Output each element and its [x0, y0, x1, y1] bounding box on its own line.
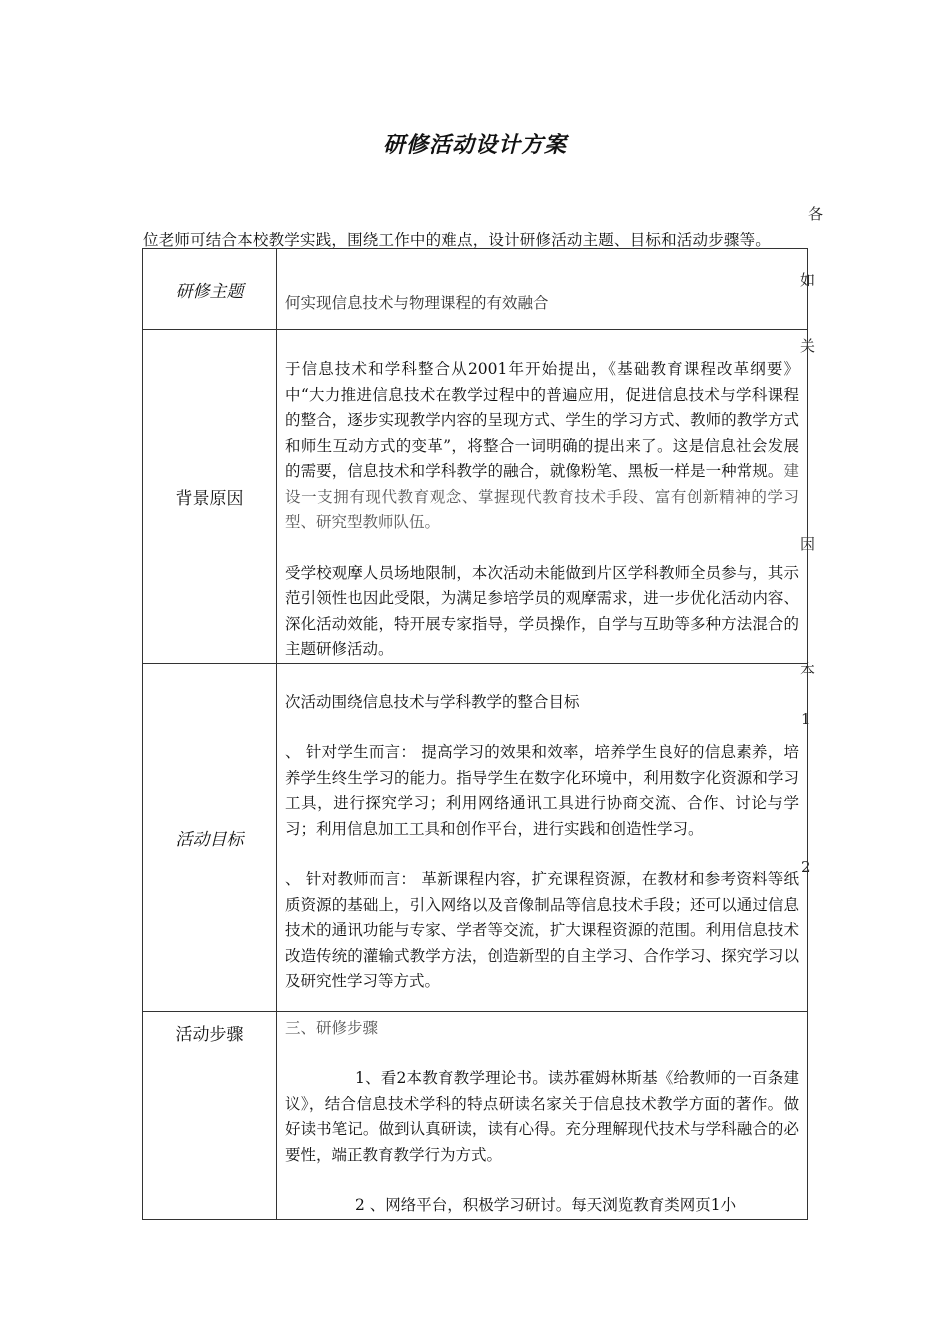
steps-item-2: 2 、网络平台，积极学习研讨。每天浏览教育类网页1小 [355, 1196, 737, 1214]
label-steps: 活动步骤 [143, 1011, 277, 1219]
margin-char-ru: 如 [800, 271, 816, 289]
label-goals: 活动目标 [143, 663, 277, 1011]
row-goals [143, 663, 808, 1011]
plan-table [142, 248, 808, 1220]
topic-text: 何实现信息技术与物理课程的有效融合 [277, 249, 808, 330]
background-content [277, 330, 808, 664]
margin-char-2: 2 [801, 858, 811, 876]
background-p1-grey: 建设一支拥有现代教育观念、掌握现代教育技术手段、富有创新精神的学习型、研究型教师队伍。 [285, 462, 799, 531]
steps-content [277, 1011, 808, 1219]
page-title: 研修活动设计方案 [382, 132, 567, 158]
intro-text: 位老师可结合本校教学实践，围绕工作中的难点，设计研修活动主题、目标和活动步骤等。 [143, 231, 772, 249]
margin-char-guan: 关 [800, 337, 816, 355]
steps-item-1: 1、看2本教育教学理论书。读苏霍姆林斯基《给教师的一百条建议》，结合信息技术学科的特点研读名家关于信息技术教学方面的著作。做好读书笔记。做到认真研读，读有心得。充分理解现代技术与学科融合的必要性，端正教育教学行为方式。 [285, 1069, 799, 1164]
row-steps [143, 1011, 808, 1219]
steps-heading: 三、研修步骤 [285, 1018, 379, 1037]
goals-item-1: 、 针对学生而言： 提高学习的效果和效率，培养学生良好的信息素养，培养学生终生学习的能力。指导学生在数字化环境中，利用数字化资源和学习工具，进行探究学习；利用网络通讯工具进行协商交流、合作、讨论与学习；利用信息加工工具和创作平台，进行实践和创造性学习。 [285, 743, 799, 838]
background-paragraph-1 [285, 357, 799, 536]
goals-intro: 次活动围绕信息技术与学科教学的整合目标 [285, 692, 580, 711]
row-topic [143, 249, 808, 330]
margin-char-yin: 因 [800, 535, 816, 553]
row-background [143, 330, 808, 664]
label-topic: 研修主题 [143, 249, 277, 330]
goals-item-2: 、 针对教师而言： 革新课程内容，扩充课程资源，在教材和参考资料等纸质资源的基础上，引入网络以及音像制品等信息技术手段；还可以通过信息技术的通讯功能与专家、学者等交流，扩大课程资源的范围。利用信息技术改造传统的灌输式教学方法，创造新型的自主学习、合作学习、探究学习以及研究性学习等方式。 [285, 870, 799, 990]
background-paragraph-2: 受学校观摩人员场地限制，本次活动未能做到片区学科教师全员参与，其示范引领性也因此受限，为满足参培学员的观摩需求，进一步优化活动内容、深化活动效能，特开展专家指导，学员操作，自学与互助等多种方法混合的主题研修活动。 [285, 563, 799, 658]
margin-char-1: 1 [801, 710, 811, 728]
background-p1: 于信息技术和学科整合从2001年开始提出，《基础教育课程改革纲要》中“大力推进信息技术在教学过程中的普遍应用，促进信息技术与学科课程的整合，逐步实现教学内容的呈现方式、学生的学习方式、教师的教学方式和师生互动方式的变革”，将整合一词明确的提出来了。这是信息社会发展的需要，信息技术和学科教学的融合，就像粉笔、黑板一样是一种常规。 [285, 360, 799, 480]
margin-char-ben: 本 [800, 661, 816, 679]
goals-content [277, 663, 808, 1011]
label-background: 背景原因 [143, 330, 277, 664]
margin-char-ge: 各 [808, 205, 824, 223]
